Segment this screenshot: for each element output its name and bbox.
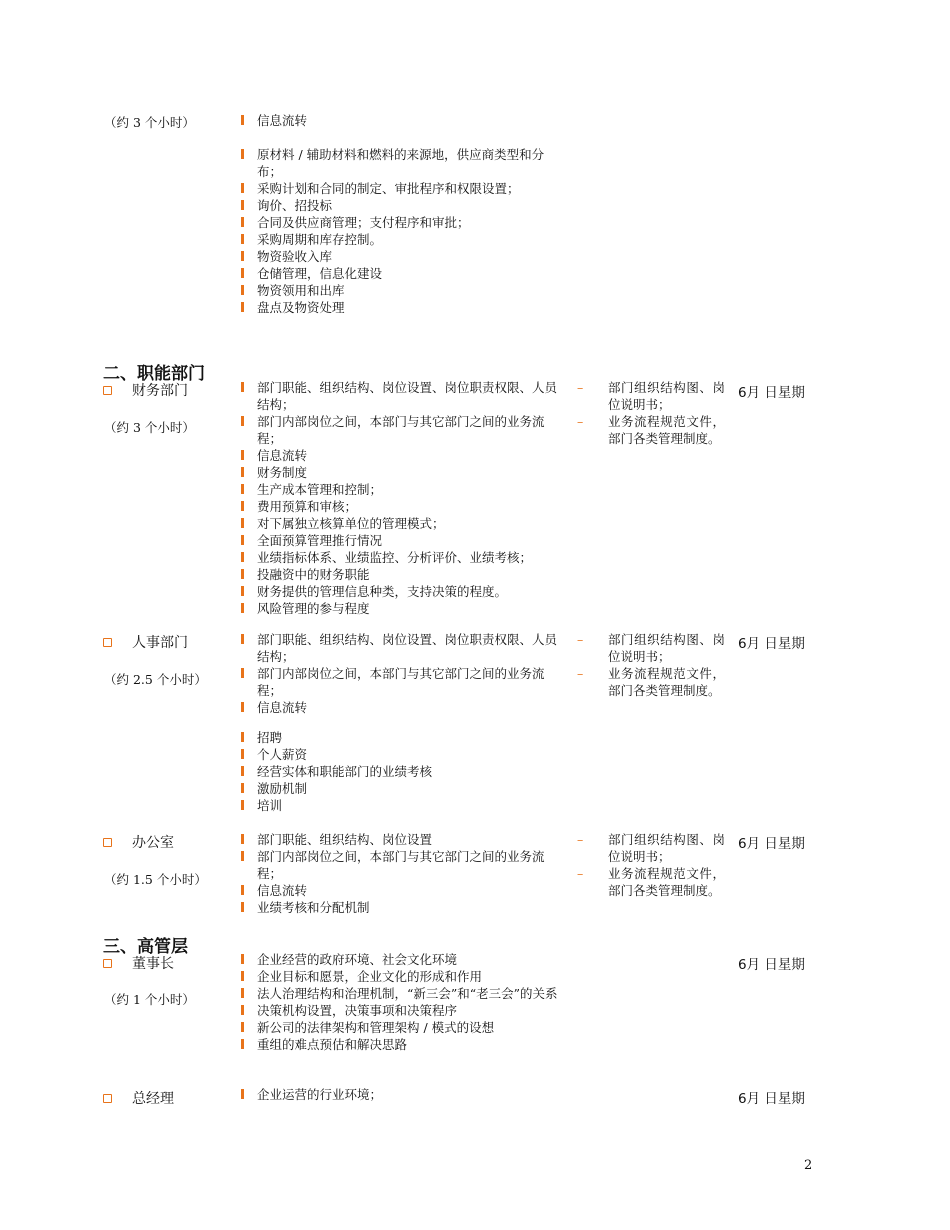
- list-item: 信息流转: [241, 447, 561, 464]
- top-duration: （约 3 个小时）: [104, 115, 195, 130]
- list-item: 询价、招投标: [241, 197, 561, 214]
- list-item: 企业运营的行业环境；: [241, 1086, 561, 1103]
- page-number: 2: [804, 1158, 813, 1173]
- list-item: 重组的难点预估和解决思路: [241, 1036, 561, 1053]
- list-item: 财务制度: [241, 464, 561, 481]
- dept-chairman: [103, 953, 174, 973]
- list-item: 物资领用和出库: [241, 282, 561, 299]
- list-item: 经营实体和职能部门的业绩考核: [241, 763, 561, 780]
- dept-office: [103, 832, 174, 852]
- list-item: 信息流转: [241, 699, 561, 716]
- dept-hr: [103, 632, 188, 652]
- finance-duration: （约 3 个小时）: [104, 420, 195, 435]
- list-item: 信息流转: [241, 112, 561, 129]
- list-item: 盘点及物资处理: [241, 299, 561, 316]
- list-item: 新公司的法律架构和管理架构 / 模式的设想: [241, 1019, 561, 1036]
- list-item: 激励机制: [241, 780, 561, 797]
- list-item: 培训: [241, 797, 561, 814]
- list-item: 费用预算和审核；: [241, 498, 561, 515]
- checkbox-bullet-icon: [103, 959, 112, 968]
- list-item: 对下属独立核算单位的管理模式；: [241, 515, 561, 532]
- checkbox-bullet-icon: [103, 386, 112, 395]
- dept-name: 总经理: [132, 1091, 174, 1107]
- list-item: 决策机构设置，决策事项和决策程序: [241, 1002, 561, 1019]
- list-item: – 业务流程规范文件，部门各类管理制度。: [577, 413, 725, 447]
- dept-name: 人事部门: [132, 635, 188, 651]
- finance-date: 6月 日星期: [738, 385, 805, 401]
- list-item: 部门内部岗位之间，本部门与其它部门之间的业务流程；: [241, 413, 561, 447]
- top-items-2: [241, 146, 561, 316]
- office-duration: （约 1.5 个小时）: [104, 872, 207, 887]
- office-items: [241, 831, 561, 916]
- list-item: 部门内部岗位之间，本部门与其它部门之间的业务流程；: [241, 848, 561, 882]
- list-item: 投融资中的财务职能: [241, 566, 561, 583]
- finance-docs: [577, 379, 725, 447]
- list-item: 信息流转: [241, 882, 561, 899]
- finance-items: [241, 379, 561, 617]
- section-heading-executives: 三、高管层: [103, 937, 188, 957]
- list-item: – 部门组织结构图、岗位说明书；: [577, 831, 725, 865]
- gm-date: 6月 日星期: [738, 1091, 805, 1107]
- chairman-items: [241, 951, 561, 1053]
- dept-name: 办公室: [132, 835, 174, 851]
- dept-finance: [103, 380, 188, 400]
- office-docs: [577, 831, 725, 899]
- list-item: 个人薪资: [241, 746, 561, 763]
- list-item: 采购计划和合同的制定、审批程序和权限设置；: [241, 180, 561, 197]
- list-item: 业绩指标体系、业绩监控、分析评价、业绩考核；: [241, 549, 561, 566]
- list-item: 招聘: [241, 729, 561, 746]
- list-item: 仓储管理，信息化建设: [241, 265, 561, 282]
- list-item: 企业目标和愿景，企业文化的形成和作用: [241, 968, 561, 985]
- list-item: – 部门组织结构图、岗位说明书；: [577, 379, 725, 413]
- list-item: 部门职能、组织结构、岗位设置、岗位职责权限、人员结构；: [241, 631, 561, 665]
- list-item: 法人治理结构和治理机制，“新三会”和“老三会”的关系: [241, 985, 561, 1002]
- list-item: – 部门组织结构图、岗位说明书；: [577, 631, 725, 665]
- checkbox-bullet-icon: [103, 838, 112, 847]
- section-heading-functional: 二、职能部门: [103, 364, 205, 384]
- dept-general-manager: [103, 1088, 174, 1108]
- list-item: – 业务流程规范文件，部门各类管理制度。: [577, 665, 725, 699]
- top-items: [241, 112, 561, 129]
- list-item: 企业经营的政府环境、社会文化环境: [241, 951, 561, 968]
- list-item: 合同及供应商管理；支付程序和审批；: [241, 214, 561, 231]
- chairman-duration: （约 1 个小时）: [104, 992, 195, 1007]
- list-item: 采购周期和库存控制。: [241, 231, 561, 248]
- office-date: 6月 日星期: [738, 836, 805, 852]
- dept-name: 财务部门: [132, 383, 188, 399]
- hr-duration: （约 2.5 个小时）: [104, 672, 207, 687]
- hr-docs: [577, 631, 725, 699]
- list-item: 部门内部岗位之间，本部门与其它部门之间的业务流程；: [241, 665, 561, 699]
- dept-name: 董事长: [132, 956, 174, 972]
- list-item: 部门职能、组织结构、岗位设置、岗位职责权限、人员结构；: [241, 379, 561, 413]
- gm-items: [241, 1086, 561, 1103]
- list-item: 风险管理的参与程度: [241, 600, 561, 617]
- checkbox-bullet-icon: [103, 1094, 112, 1103]
- list-item: 部门职能、组织结构、岗位设置: [241, 831, 561, 848]
- list-item: 物资验收入库: [241, 248, 561, 265]
- list-item: 财务提供的管理信息种类，支持决策的程度。: [241, 583, 561, 600]
- list-item: 原材料 / 辅助材料和燃料的来源地，供应商类型和分布；: [241, 146, 561, 180]
- list-item: 全面预算管理推行情况: [241, 532, 561, 549]
- checkbox-bullet-icon: [103, 638, 112, 647]
- hr-items: [241, 631, 561, 716]
- list-item: 生产成本管理和控制；: [241, 481, 561, 498]
- hr-date: 6月 日星期: [738, 636, 805, 652]
- list-item: – 业务流程规范文件，部门各类管理制度。: [577, 865, 725, 899]
- list-item: 业绩考核和分配机制: [241, 899, 561, 916]
- chairman-date: 6月 日星期: [738, 957, 805, 973]
- hr-items-2: [241, 729, 561, 814]
